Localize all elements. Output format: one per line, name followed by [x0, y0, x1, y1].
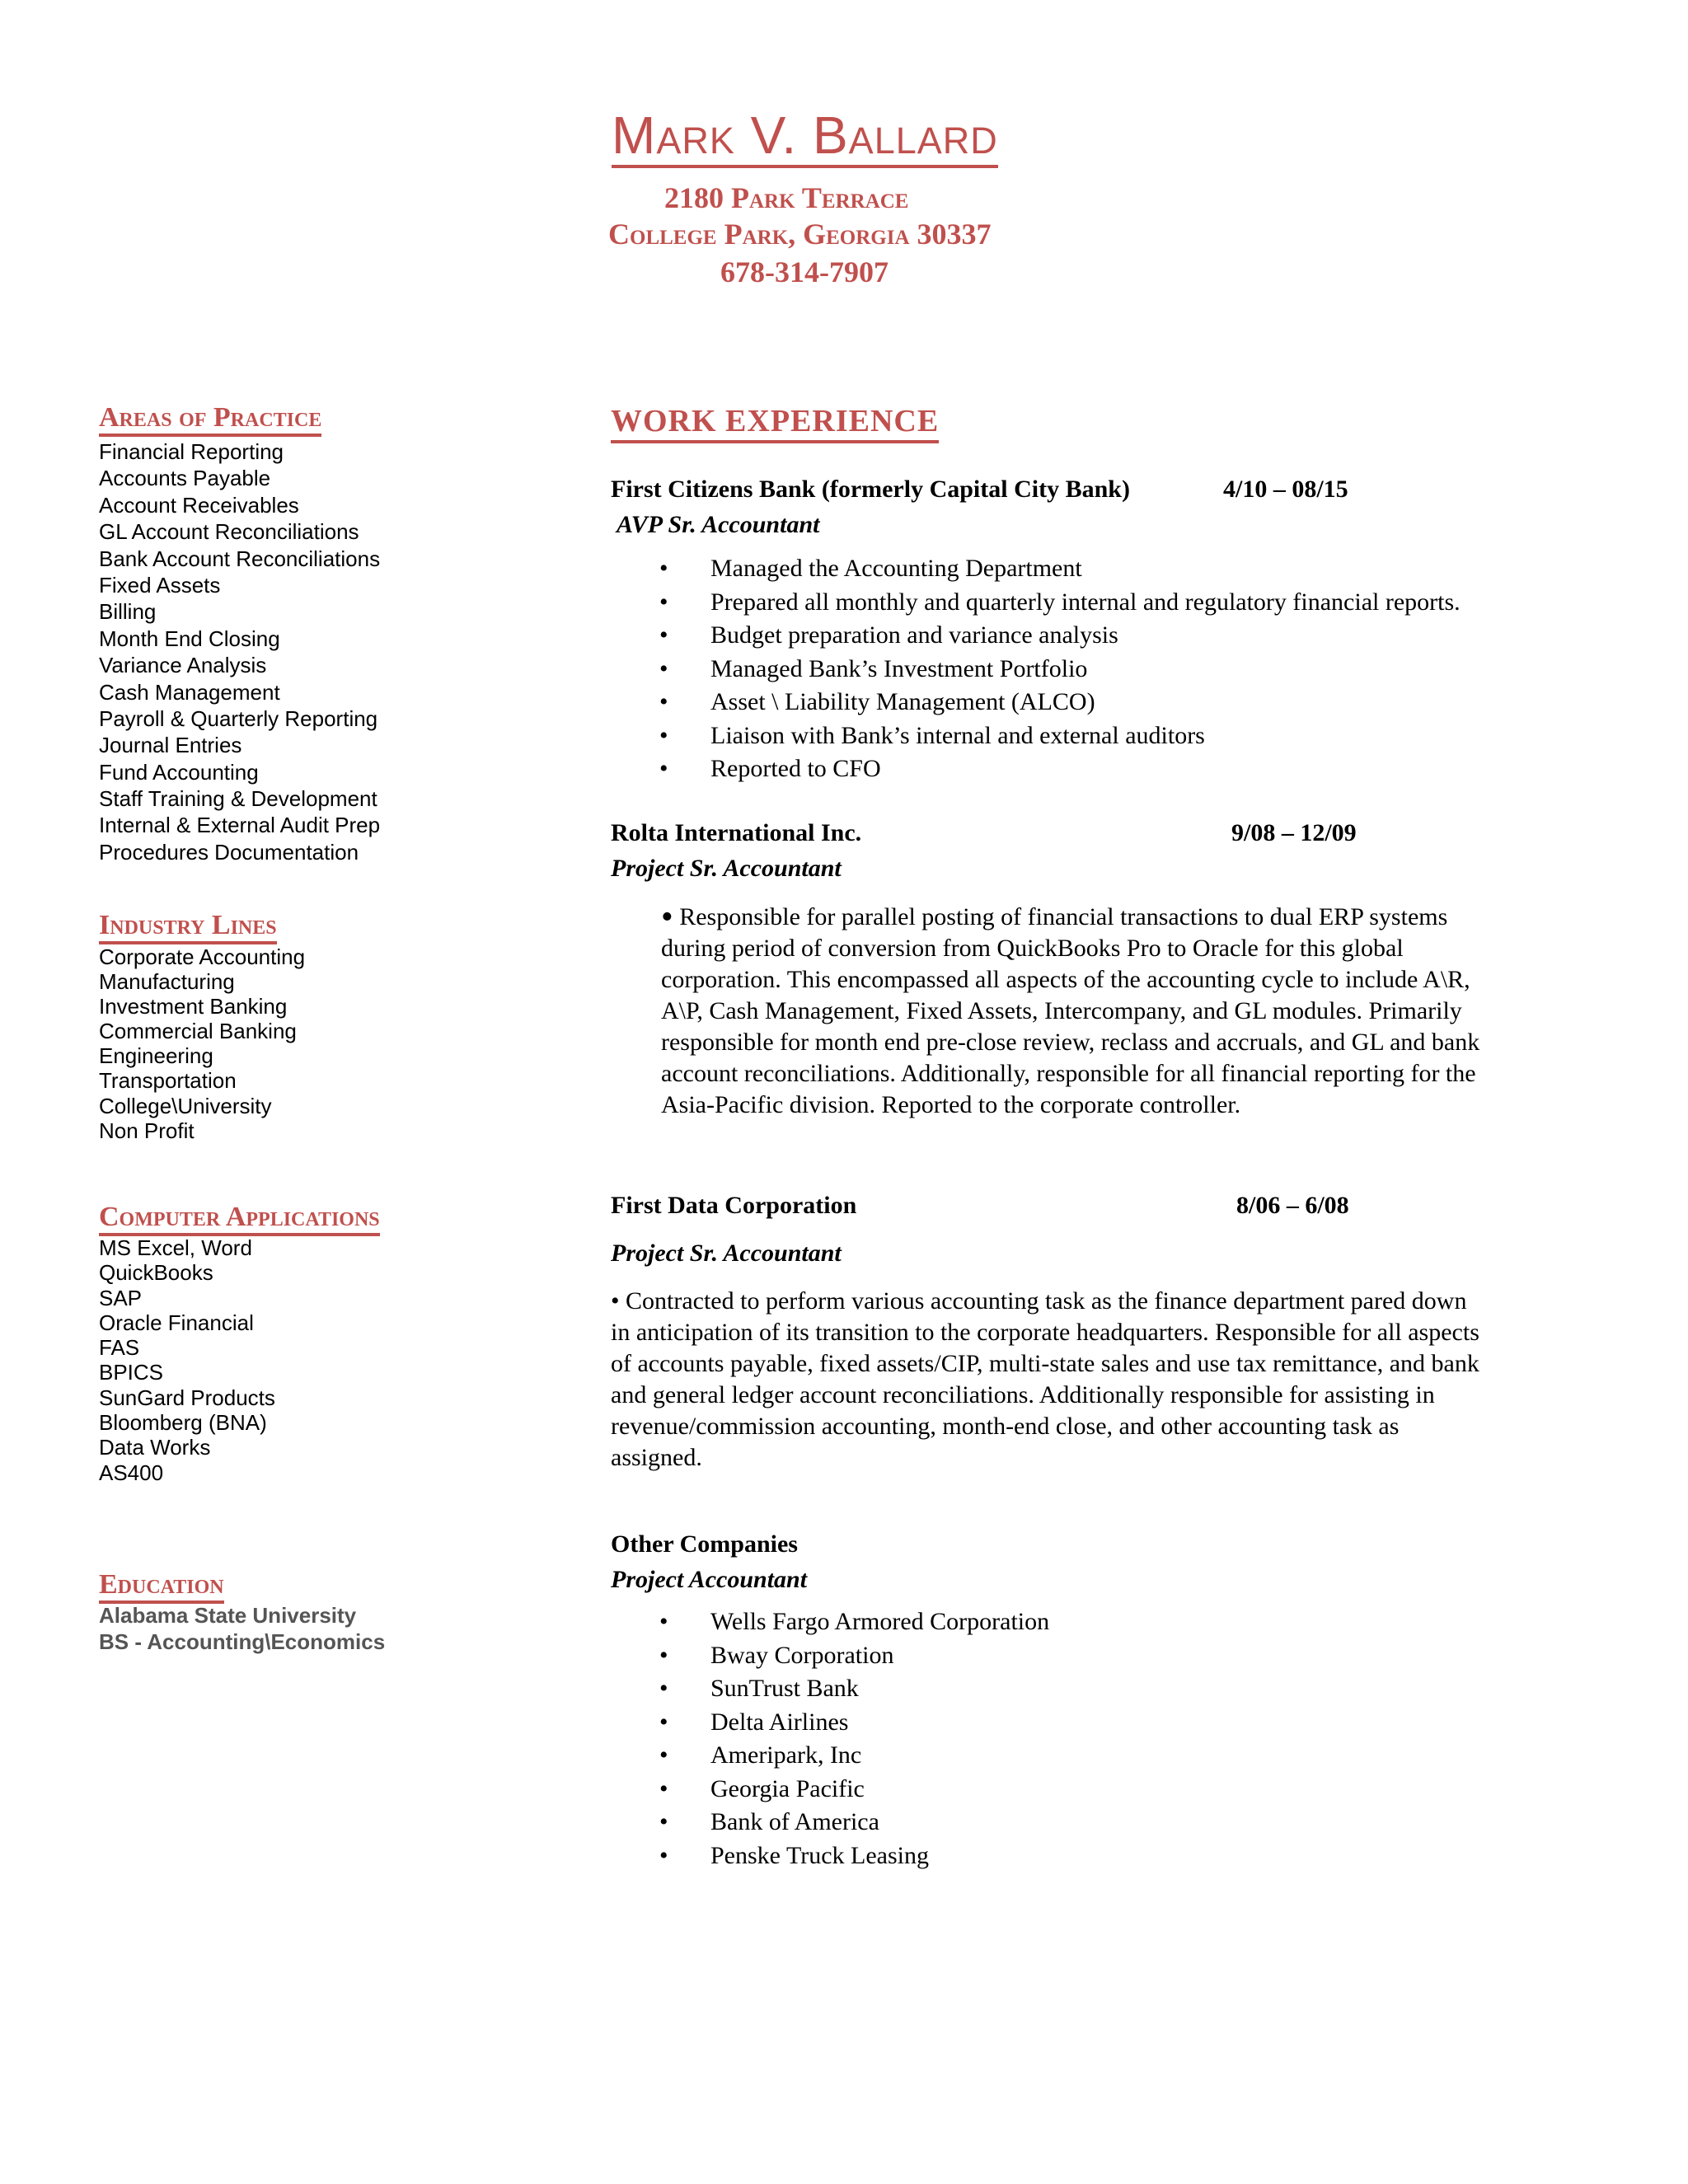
- street-address: 2180 Park Terrace: [664, 181, 909, 214]
- list-item: SunGard Products: [99, 1385, 275, 1410]
- industry-lines-heading: Industry Lines: [99, 912, 277, 944]
- job-role: Project Accountant: [611, 1566, 808, 1593]
- list-item: Staff Training & Development: [99, 786, 377, 812]
- list-item: BS - Accounting\Economics: [99, 1629, 386, 1654]
- list-item: Non Profit: [99, 1118, 195, 1143]
- list-item: • Prepared all monthly and quarterly internal and regulatory financial reports.: [659, 586, 1461, 620]
- bullet-icon: •: [659, 654, 668, 682]
- job-dates: 8/06 – 6/08: [1236, 1192, 1349, 1219]
- work-experience-heading: WORK EXPERIENCE: [611, 405, 939, 443]
- bullet-icon: •: [659, 588, 668, 616]
- job-role: AVP Sr. Accountant: [617, 511, 820, 538]
- list-item: • Managed the Accounting Department: [659, 552, 1461, 586]
- list-item: • Liaison with Bank’s internal and external auditors: [659, 719, 1461, 753]
- education-list: [99, 1602, 385, 1655]
- list-item: Billing: [99, 599, 157, 625]
- bullet-icon: •: [659, 555, 668, 582]
- areas-of-practice-list: [99, 438, 380, 865]
- list-item: FAS: [99, 1335, 140, 1361]
- list-item: Internal & External Audit Prep: [99, 813, 381, 838]
- phone-number: 678-314-7907: [720, 255, 889, 288]
- list-item: Procedures Documentation: [99, 839, 359, 865]
- job-role: Project Sr. Accountant: [611, 855, 842, 882]
- list-item: • Managed Bank’s Investment Portfolio: [659, 653, 1461, 687]
- bullet-icon: •: [659, 1808, 668, 1835]
- list-item: MS Excel, Word: [99, 1235, 252, 1260]
- list-item: Journal Entries: [99, 733, 242, 758]
- resume-name: Mark V. Ballard: [612, 109, 998, 168]
- list-item: Engineering: [99, 1043, 213, 1069]
- list-item: Payroll & Quarterly Reporting: [99, 705, 378, 731]
- bullet-icon: •: [659, 721, 668, 749]
- bullet-icon: •: [659, 755, 668, 782]
- job-company: Rolta International Inc.: [611, 819, 862, 846]
- job-company: First Data Corporation: [611, 1192, 857, 1219]
- list-item: • Budget preparation and variance analysis: [659, 619, 1461, 653]
- job-company: First Citizens Bank (formerly Capital City Bank): [611, 476, 1130, 503]
- list-item: • Reported to CFO: [659, 752, 1461, 786]
- job-bullet-list: [659, 552, 1461, 786]
- bullet-icon: •: [659, 688, 668, 715]
- list-item: College\University: [99, 1093, 272, 1118]
- bullet-icon: •: [661, 898, 673, 936]
- list-item: • Delta Airlines: [659, 1706, 1049, 1740]
- list-item: Cash Management: [99, 679, 280, 705]
- computer-applications-list: [99, 1235, 275, 1485]
- bullet-icon: •: [659, 1608, 668, 1635]
- list-item: Investment Banking: [99, 994, 288, 1019]
- list-item: • Wells Fargo Armored Corporation: [659, 1605, 1049, 1639]
- list-item: • Asset \ Liability Management (ALCO): [659, 686, 1461, 719]
- list-item: Corporate Accounting: [99, 944, 306, 969]
- industry-lines-list: [99, 944, 305, 1143]
- list-item: BPICS: [99, 1360, 164, 1385]
- list-item: Commercial Banking: [99, 1019, 297, 1044]
- list-item: SAP: [99, 1285, 143, 1310]
- list-item: Accounts Payable: [99, 466, 271, 491]
- list-item: Bank Account Reconciliations: [99, 546, 381, 571]
- job-dates: 9/08 – 12/09: [1231, 819, 1357, 846]
- bullet-icon: •: [659, 1675, 668, 1702]
- list-item: • SunTrust Bank: [659, 1672, 1049, 1706]
- job-company: Other Companies: [611, 1530, 798, 1558]
- list-item: AS400: [99, 1460, 164, 1485]
- list-item: • Georgia Pacific: [659, 1773, 1049, 1807]
- bullet-icon: •: [659, 1774, 668, 1802]
- list-item: • Penske Truck Leasing: [659, 1840, 1049, 1873]
- bullet-icon: •: [659, 1708, 668, 1736]
- list-item: Manufacturing: [99, 969, 235, 995]
- list-item: Account Receivables: [99, 492, 299, 518]
- bullet-icon: •: [659, 1641, 668, 1669]
- list-item: Variance Analysis: [99, 653, 267, 678]
- list-item: Fixed Assets: [99, 572, 221, 598]
- bullet-icon: •: [659, 1741, 668, 1769]
- list-item: QuickBooks: [99, 1260, 213, 1286]
- computer-applications-heading: Computer Applications: [99, 1203, 380, 1236]
- list-item: Fund Accounting: [99, 759, 259, 785]
- list-item: Oracle Financial: [99, 1310, 254, 1335]
- areas-of-practice-heading: Areas of Practice: [99, 404, 321, 437]
- list-item: Alabama State University: [99, 1603, 357, 1628]
- city-state-zip: College Park, Georgia 30337: [608, 218, 992, 251]
- list-item: GL Account Reconciliations: [99, 519, 359, 545]
- list-item: • Bway Corporation: [659, 1639, 1049, 1673]
- list-item: Data Works: [99, 1435, 211, 1460]
- list-item: Month End Closing: [99, 626, 280, 651]
- job-dates: 4/10 – 08/15: [1223, 476, 1348, 503]
- list-item: • Bank of America: [659, 1806, 1049, 1840]
- job-bullet-list: [659, 1605, 1049, 1872]
- job-description: • Contracted to perform various accounting task as the finance department pared down in anticipation of its transition to the corporate headquarters. Responsible for all aspects of accounts payable, fixed assets/CIP, multi-state sales and use tax remittance, and bank and general ledger account reconciliations. Additionally responsible for assisting in revenue/commission accounting, month-end close, and other accounting task as assigned.: [611, 1287, 1479, 1471]
- bullet-icon: •: [659, 1841, 668, 1869]
- list-item: Transportation: [99, 1068, 237, 1094]
- education-heading: Education: [99, 1571, 224, 1604]
- list-item: Financial Reporting: [99, 439, 284, 464]
- list-item: • Ameripark, Inc: [659, 1739, 1049, 1773]
- job-role: Project Sr. Accountant: [611, 1240, 842, 1267]
- list-item: Bloomberg (BNA): [99, 1410, 267, 1436]
- job-description: • Responsible for parallel posting of financial transactions to dual ERP systems during period of conversion from QuickBooks Pro to Oracle for this global corporation. This encompassed all aspects of the accounting cycle to include A\R, A\P, Cash Management, Fixed Assets, Intercompany, and GL modules. Primarily responsible for month end pre-close review, reclass and accruals, and GL and bank account reconciliations. Additionally, responsible for all financial reporting for the Asia-Pacific division. Reported to the corporate controller.: [661, 898, 1480, 1118]
- bullet-icon: •: [659, 621, 668, 649]
